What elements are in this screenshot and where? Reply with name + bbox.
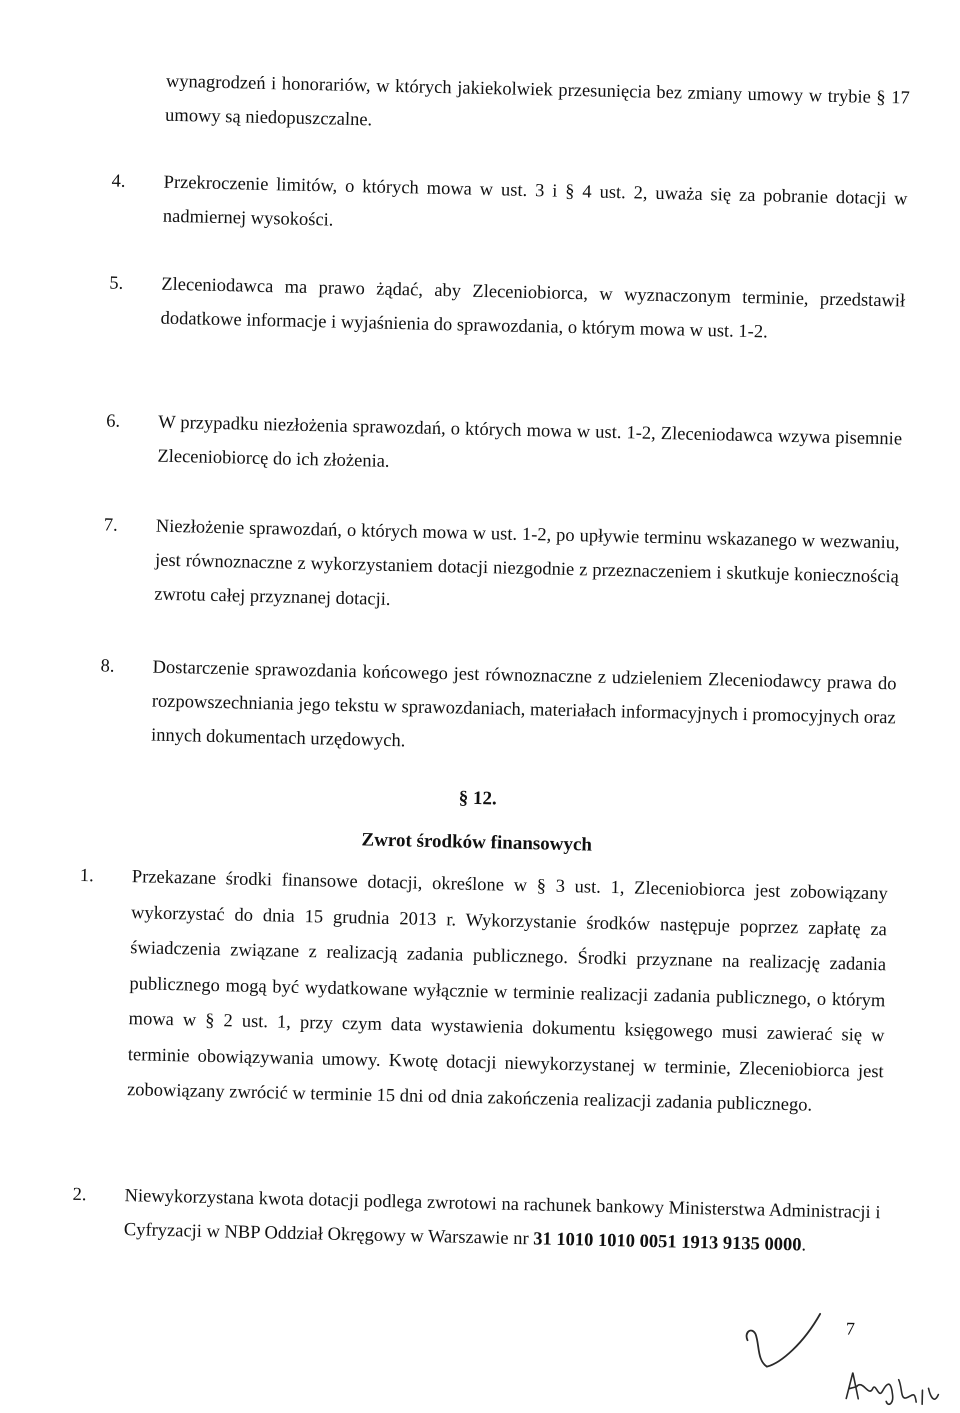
paragraph-6 (105, 404, 902, 490)
signature-checkmark (737, 1302, 829, 1378)
page-number: 7 (845, 1318, 856, 1339)
paragraph-text (123, 1179, 880, 1264)
section12-paragraph-1 (75, 859, 888, 1126)
intro-paragraph: wynagrodzeń i honorariów, w których jakiekolwiek przesunięcia bez zmiany umowy w trybie § 17 umowy są niedopuszczalne. (164, 71, 910, 131)
paragraph-number: 7. (103, 515, 118, 536)
paragraph-text: Zleceniodawca ma prawo żądać, aby Zleceniobiorca, w wyznaczonym terminie, przedstawił dodatkowe informacje i wyjaśnienia do sprawozdania, o którym mowa w ust. 1-2. (160, 274, 906, 343)
paragraph-text: Niezłożenie sprawozdań, o których mowa w ust. 1-2, po upływie terminu wskazanego w wezwaniu, jest równoznaczne z wykorzystaniem dotacji niezgodnie z przeznaczeniem i skutkuje koniecznością zwrotu całej przyznanej dotacji. (154, 516, 900, 610)
transfer-text: Niewykorzystana kwota dotacji podlega zwrotowi na rachunek bankowy Ministerstwa Administracji i Cyfryzacji w NBP Oddział Okręgowy w Warszawie nr (123, 1186, 881, 1250)
paragraph-number: 2. (72, 1184, 87, 1206)
paragraph-number: 1. (79, 865, 95, 887)
paragraph-4 (111, 165, 908, 251)
paragraph-5 (108, 266, 905, 352)
section12-paragraph-2 (72, 1178, 881, 1264)
initials-signature (842, 1358, 943, 1412)
bank-account-number: 31 1010 1010 0051 1913 9135 0000 (533, 1229, 802, 1256)
paragraph-number: 8. (100, 656, 115, 677)
section-number: § 12. (458, 787, 497, 810)
paragraph-number: 6. (105, 411, 121, 432)
paragraph-7 (102, 508, 900, 628)
paragraph-number: 5. (109, 273, 124, 294)
section-title: Zwrot środków finansowych (361, 829, 593, 856)
paragraph-text: Przekazane środki finansowe dotacji, określone w § 3 ust. 1, Zleceniobiorca jest zobowiązany wykorzystać do dnia 15 grudnia 2013 r. Wykorzystanie środków następuje poprzez zapłatę za świadczenia związane z realizacją zadania publicznego. Środki przyznane na realizację zadania publicznego mogą być wydatkowane wyłącznie w terminie realizacji zadania publicznego, o którym mowa w § 2 ust. 1, przy czym data wystawienia dokumentu księgowego musi zawierać się w terminie obowiązywania umowy. Kwotę dotacji niewykorzystanej w terminie, Zleceniobiorca jest zobowiązany zwrócić w terminie 15 dni od dnia zakończenia realizacji zadania publicznego. (126, 867, 888, 1116)
paragraph-text: Dostarczenie sprawozdania końcowego jest równoznaczne z udzieleniem Zleceniodawcy prawa do rozpowszechniania jego tekstu w sprawozdaniach, materiałach informacyjnych i promocyjnych oraz innych dokumentach urzędowych. (150, 657, 897, 752)
paragraph-text: W przypadku niezłożenia sprawozdań, o których mowa w ust. 1-2, Zleceniodawca wzywa pisemnie Zleceniobiorcę do ich złożenia. (157, 412, 903, 472)
paragraph-8 (99, 649, 897, 769)
paragraph-number: 4. (111, 171, 126, 192)
transfer-text-end: . (801, 1235, 807, 1256)
paragraph-text: Przekroczenie limitów, o których mowa w ust. 3 i § 4 ust. 2, uważa się za pobranie dotacji w nadmiernej wysokości. (162, 172, 908, 231)
